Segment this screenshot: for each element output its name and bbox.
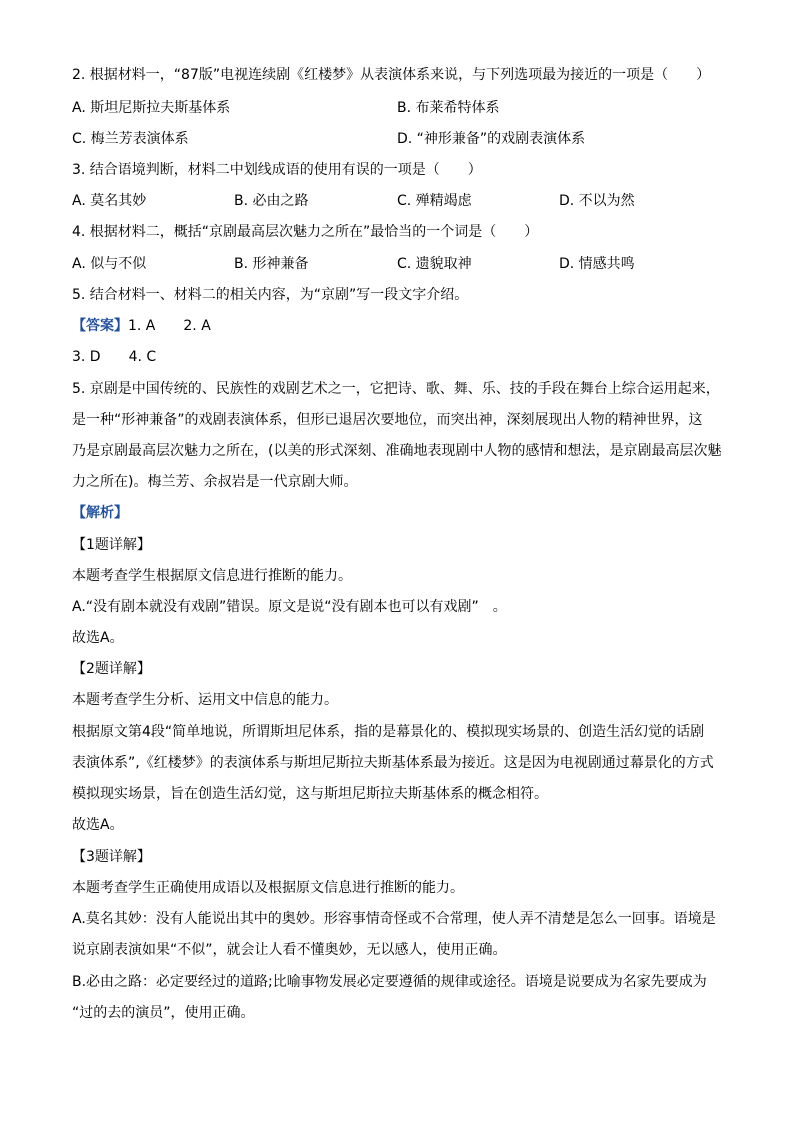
q2-option-d: D. “神形兼备”的戏剧表演体系 <box>397 131 586 147</box>
q2-option-a: A. 斯坦尼斯拉夫斯基体系 <box>72 100 231 116</box>
answer-q5-line-1: 5. 京剧是中国传统的、民族性的戏剧艺术之一，它把诗、歌、舞、乐、技的手段在舞台上综合运用起来， <box>72 381 720 397</box>
question-5-stem: 5. 结合材料一、材料二的相关内容，为“京剧”写一段文字介绍。 <box>72 287 469 303</box>
q2-detail-line-4: 模拟现实场景，旨在创造生活幻觉，这与斯坦尼斯拉夫斯基体系的概念相符。 <box>72 786 548 802</box>
answer-q5-line-2: 是一种“形神兼备”的戏剧表演体系，但形已退居次要地位，而突出神，深刻展现出人物的精神世界，这 <box>72 412 703 428</box>
q1-detail-line-2: A.“没有剧本就没有戏剧”错误。原文是说“没有剧本也可以有戏剧” 。 <box>72 599 507 615</box>
q3-option-d: D. 不以为然 <box>559 193 635 209</box>
q3-detail-line-4: B.必由之路：必定要经过的道路;比喻事物发展必定要遵循的规律或途径。语境是说要成为名家先要成为 <box>72 974 707 990</box>
analysis-tag: 【解析】 <box>72 505 128 521</box>
question-3-stem: 3. 结合语境判断，材料二中划线成语的使用有误的一项是（ ） <box>72 162 482 178</box>
answer-line-1: 1. A 2. A <box>128 318 211 334</box>
question-2-stem: 2. 根据材料一，“87版”电视连续剧《红楼梦》从表演体系来说，与下列选项最为接近的一项是（ ） <box>72 67 711 83</box>
q4-option-c: C. 遗貌取神 <box>397 256 472 272</box>
q2-detail-title: 【2题详解】 <box>72 661 151 677</box>
q2-detail-line-1: 本题考查学生分析、运用文中信息的能力。 <box>72 692 338 708</box>
question-4-stem: 4. 根据材料二，概括“京剧最高层次魅力之所在”最恰当的一个词是（ ） <box>72 224 539 240</box>
q3-detail-line-1: 本题考查学生正确使用成语以及根据原文信息进行推断的能力。 <box>72 880 464 896</box>
q1-detail-line-1: 本题考查学生根据原文信息进行推断的能力。 <box>72 568 352 584</box>
q1-detail-title: 【1题详解】 <box>72 537 151 553</box>
q2-detail-line-2: 根据原文第4段“简单地说，所谓斯坦尼体系，指的是幕景化的、模拟现实场景的、创造生活幻觉的话剧 <box>72 724 705 740</box>
q3-detail-line-5: “过的去的演员”，使用正确。 <box>72 1005 255 1021</box>
q3-detail-line-3: 说京剧表演如果“不似”，就会让人看不懂奥妙，无以感人，使用正确。 <box>72 942 507 958</box>
q2-option-c: C. 梅兰芳表演体系 <box>72 131 189 147</box>
q2-detail-line-3: 表演体系”,《红楼梦》的表演体系与斯坦尼斯拉夫斯基体系最为接近。这是因为电视剧通过幕景化的方式 <box>72 755 714 771</box>
q3-option-b: B. 必由之路 <box>234 193 309 209</box>
answer-q5-line-3: 乃是京剧最高层次魅力之所在，(以美的形式深刻、准确地表现剧中人物的感情和想法，是京剧最高层次魅 <box>72 443 722 459</box>
answer-tag: 【答案】 <box>72 318 128 334</box>
q4-option-b: B. 形神兼备 <box>234 256 309 272</box>
q3-detail-line-2: A.莫名其妙：没有人能说出其中的奥妙。形容事情奇怪或不合常理，使人弄不清楚是怎么一回事。语境是 <box>72 911 716 927</box>
answer-line-2: 3. D 4. C <box>72 349 157 365</box>
q4-option-d: D. 情感共鸣 <box>559 256 635 272</box>
q3-option-c: C. 殚精竭虑 <box>397 193 472 209</box>
q1-detail-line-3: 故选A。 <box>72 630 124 646</box>
q3-option-a: A. 莫名其妙 <box>72 193 147 209</box>
q3-detail-title: 【3题详解】 <box>72 849 151 865</box>
q4-option-a: A. 似与不似 <box>72 256 147 272</box>
q2-detail-line-5: 故选A。 <box>72 817 124 833</box>
answer-row-1 <box>72 316 211 336</box>
q2-option-b: B. 布莱希特体系 <box>397 100 500 116</box>
answer-q5-line-4: 力之所在)。梅兰芳、余叔岩是一代京剧大师。 <box>72 474 358 490</box>
